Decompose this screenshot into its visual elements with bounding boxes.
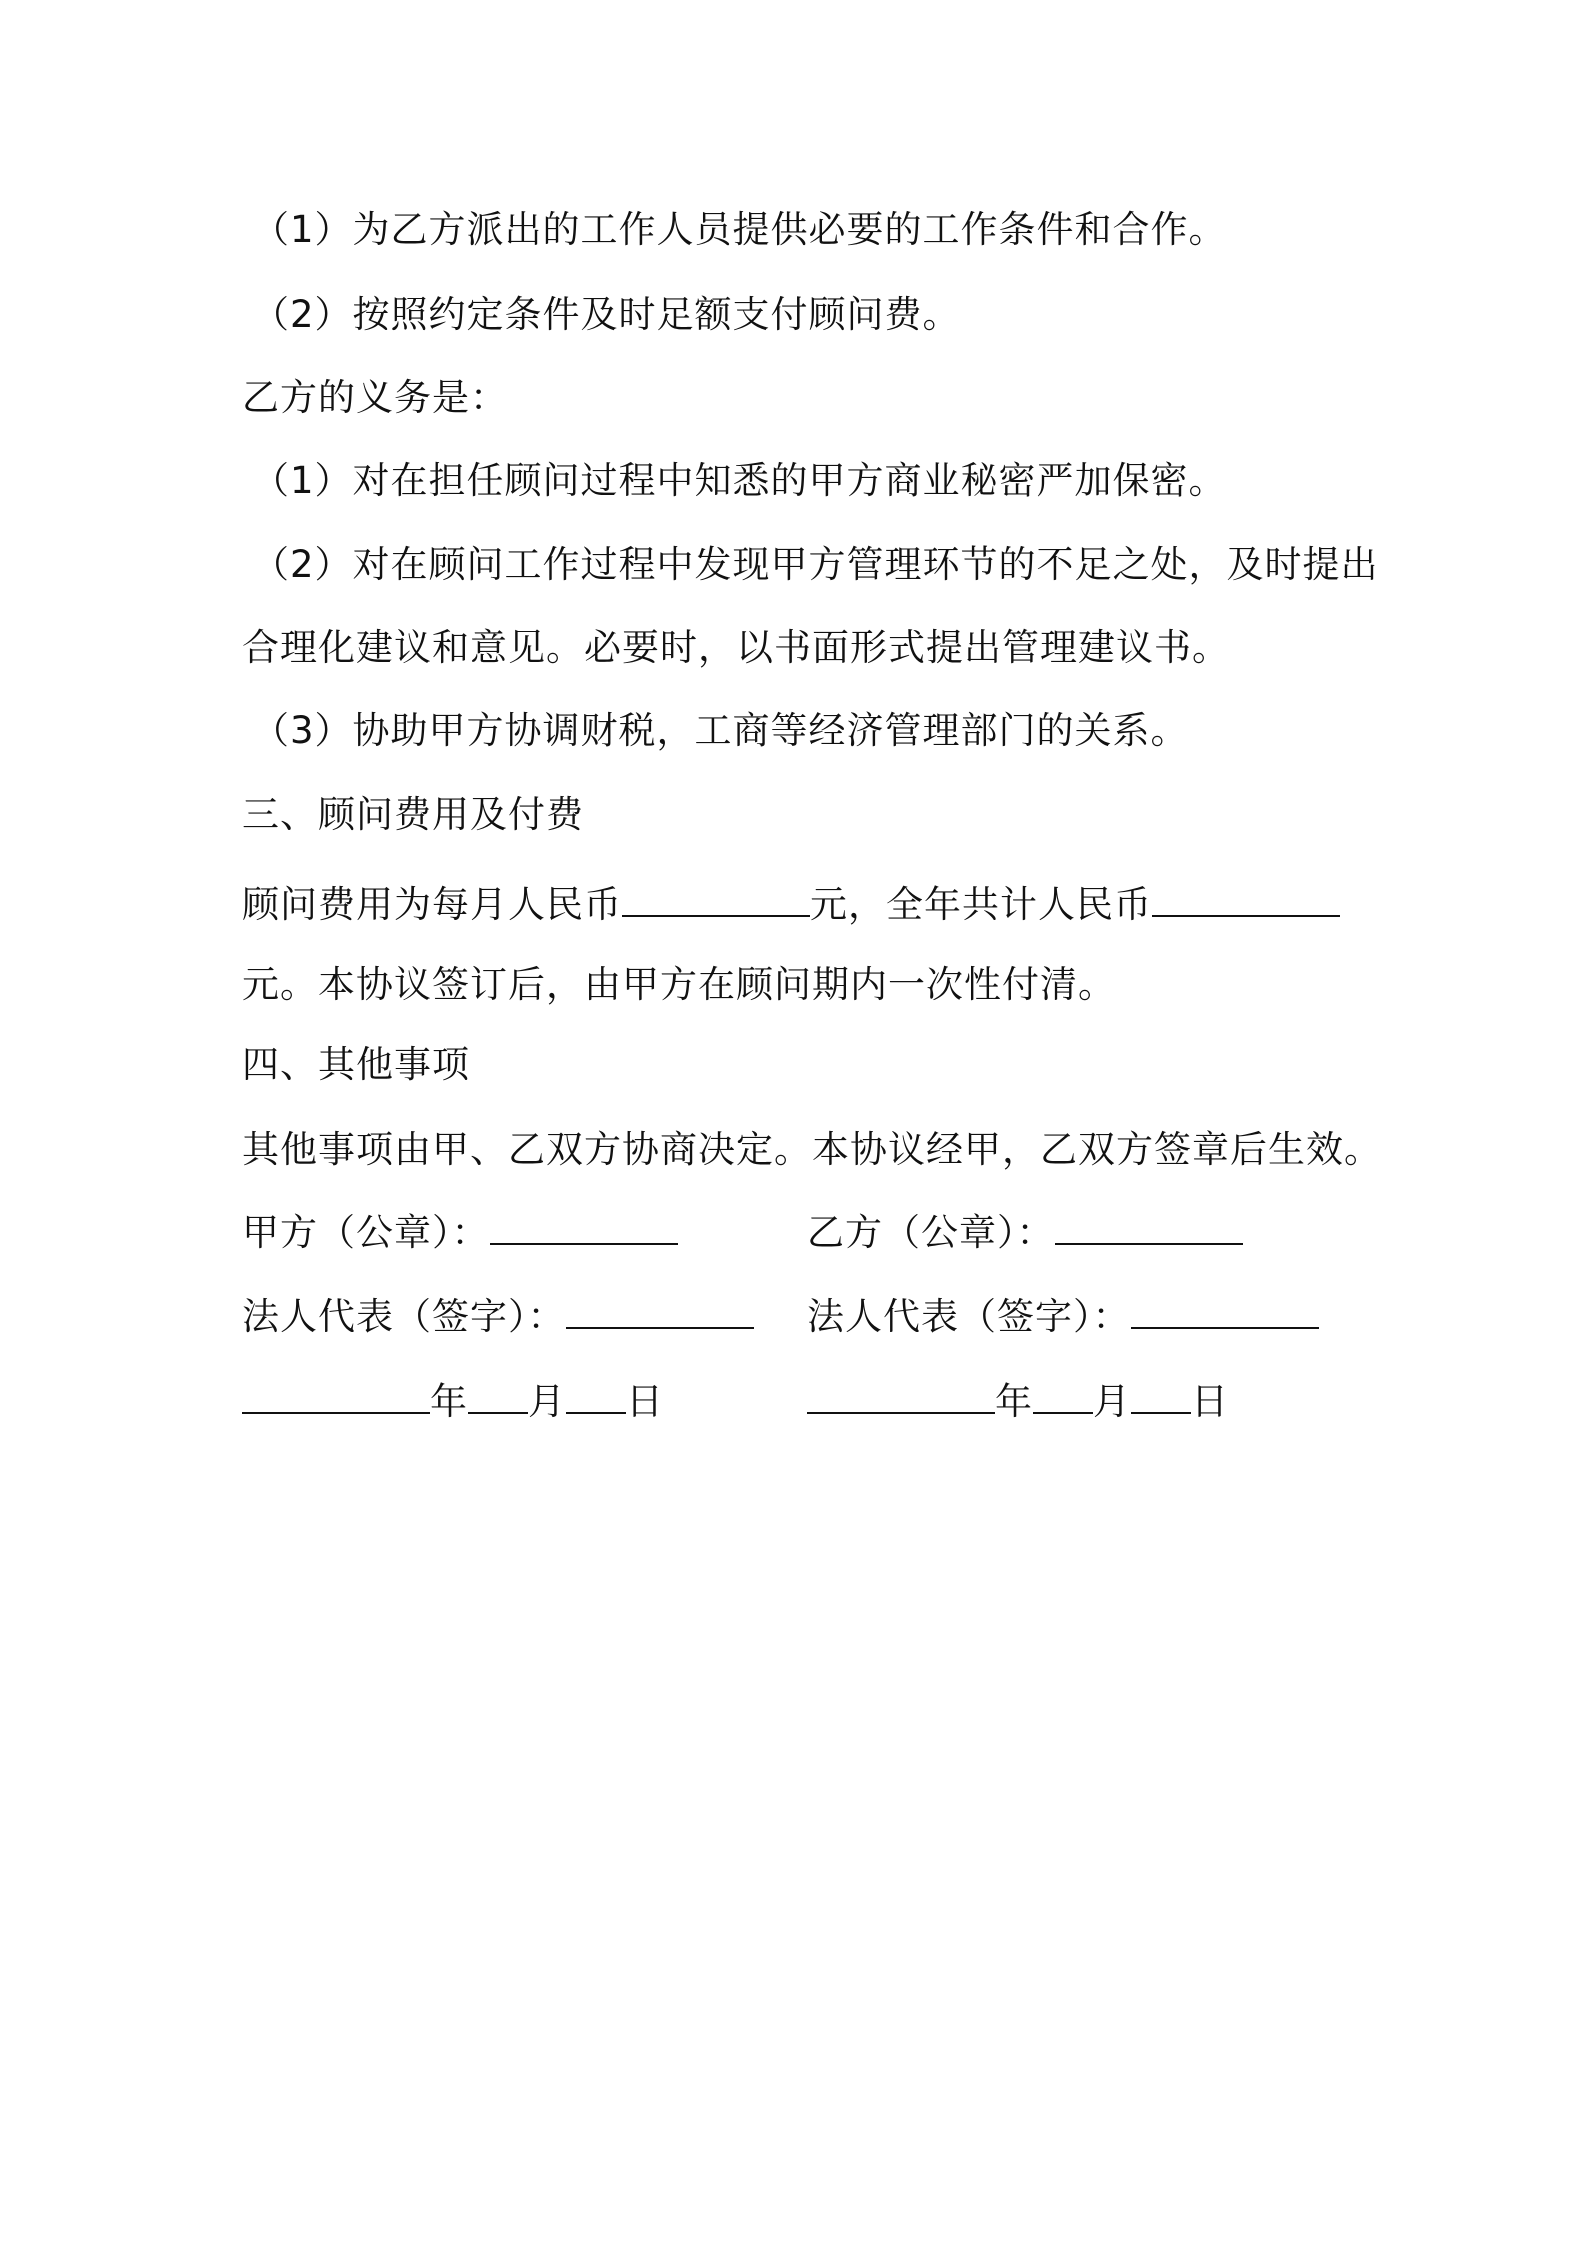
date-a-year-label: 年 (430, 1380, 468, 1423)
party-a-duty-1: （1）为乙方派出的工作人员提供必要的工作条件和合作。 (252, 208, 1227, 251)
date-b-day-label: 日 (1191, 1380, 1229, 1423)
date-b-month-blank[interactable] (1033, 1382, 1093, 1414)
party-a-seal-blank[interactable] (490, 1213, 678, 1245)
fee-line-2: 元。本协议签订后，由甲方在顾问期内一次性付清。 (242, 963, 1116, 1006)
seal-row (242, 1208, 1362, 1258)
annual-fee-blank[interactable] (1152, 885, 1340, 917)
legal-rep-b-blank[interactable] (1131, 1297, 1319, 1329)
date-b (807, 1377, 1229, 1427)
legal-rep-b-label: 法人代表（签字）： (807, 1295, 1131, 1338)
date-b-year-label: 年 (995, 1380, 1033, 1423)
date-a-month-blank[interactable] (468, 1382, 528, 1414)
party-a-seal-label: 甲方（公章）： (242, 1211, 490, 1254)
date-a-day-label: 日 (626, 1380, 664, 1423)
date-b-year-blank[interactable] (807, 1382, 995, 1414)
legal-rep-row (242, 1292, 1362, 1342)
party-b-duty-2-line1: （2）对在顾问工作过程中发现甲方管理环节的不足之处，及时提出 (252, 543, 1379, 586)
date-a-year-blank[interactable] (242, 1382, 430, 1414)
party-b-duty-1: （1）对在担任顾问过程中知悉的甲方商业秘密严加保密。 (252, 459, 1227, 502)
fee-text-annual: 元，全年共计人民币 (810, 883, 1152, 926)
date-b-day-blank[interactable] (1131, 1382, 1191, 1414)
date-row (242, 1377, 1362, 1427)
party-b-heading: 乙方的义务是： (242, 376, 508, 419)
legal-rep-b (807, 1292, 1319, 1342)
fee-text-monthly: 顾问费用为每月人民币 (242, 883, 622, 926)
party-b-seal-blank[interactable] (1055, 1213, 1243, 1245)
party-b-duty-2-line2: 合理化建议和意见。必要时，以书面形式提出管理建议书。 (242, 626, 1230, 669)
fee-line-1 (242, 880, 1362, 930)
date-a-day-blank[interactable] (566, 1382, 626, 1414)
legal-rep-a-label: 法人代表（签字）： (242, 1295, 566, 1338)
party-b-seal (807, 1208, 1243, 1258)
monthly-fee-blank[interactable] (622, 885, 810, 917)
section-3-heading: 三、顾问费用及付费 (242, 793, 584, 836)
date-b-month-label: 月 (1093, 1380, 1131, 1423)
legal-rep-a-blank[interactable] (566, 1297, 754, 1329)
party-b-duty-3: （3）协助甲方协调财税，工商等经济管理部门的关系。 (252, 709, 1189, 752)
date-a-month-label: 月 (528, 1380, 566, 1423)
section-4-text: 其他事项由甲、乙双方协商决定。本协议经甲，乙双方签章后生效。 (242, 1128, 1382, 1171)
section-4-heading: 四、其他事项 (242, 1043, 470, 1086)
party-b-seal-label: 乙方（公章）： (807, 1211, 1055, 1254)
party-a-duty-2: （2）按照约定条件及时足额支付顾问费。 (252, 293, 961, 336)
